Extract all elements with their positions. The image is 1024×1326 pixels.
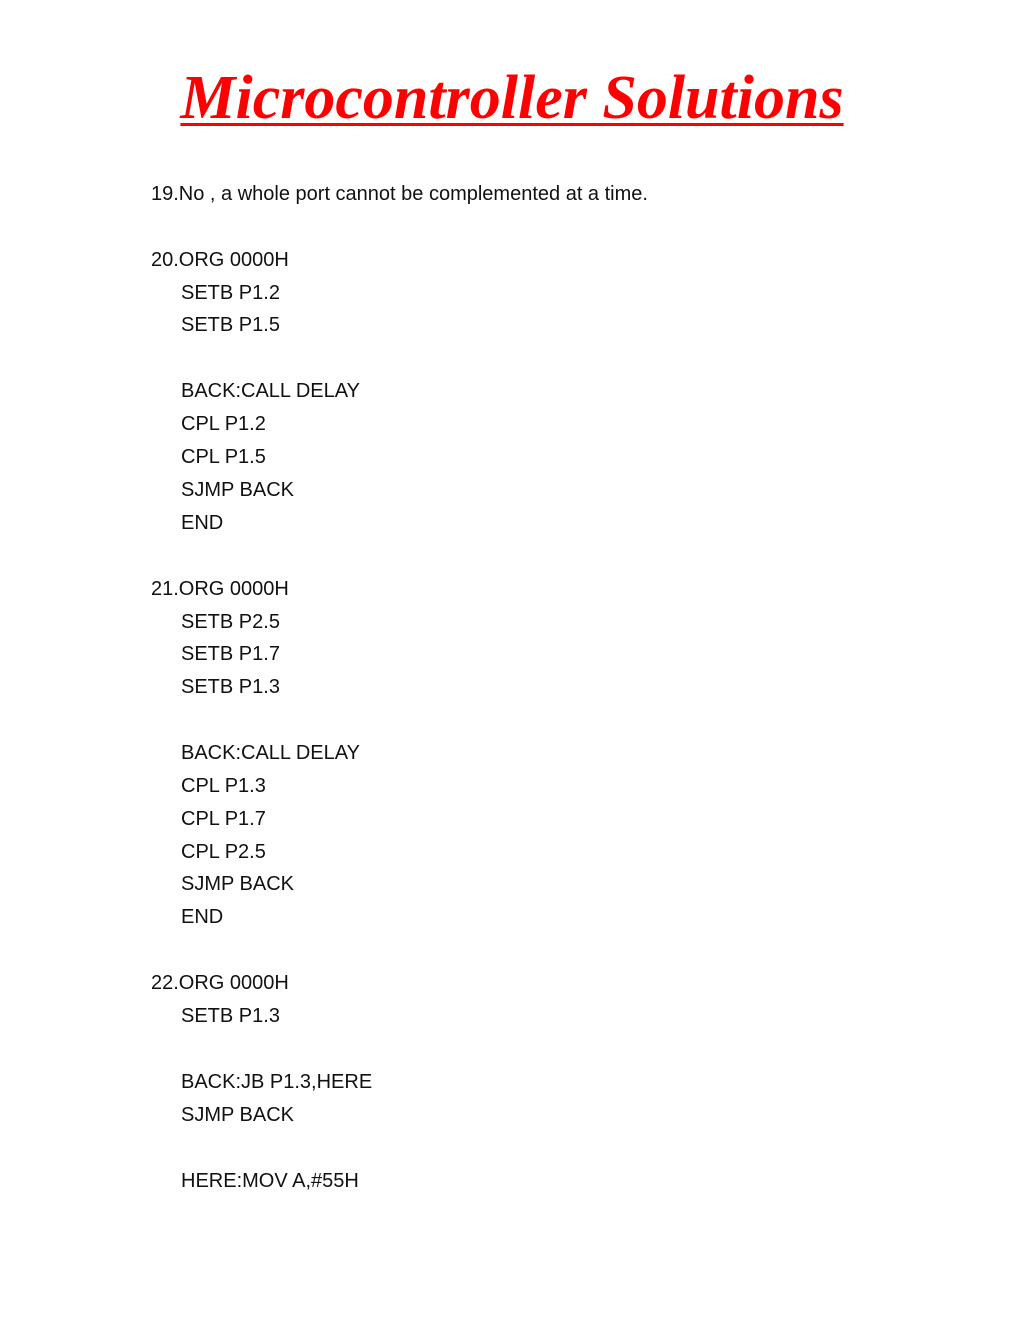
answer-20-code-line: END: [181, 512, 224, 534]
answer-21-code-line: END: [181, 906, 224, 928]
answer-21-code-line: CPL P1.7: [181, 808, 266, 830]
answer-20-line-1: 20.ORG 0000H: [151, 249, 289, 271]
answer-21-code-line: SETB P1.7: [181, 643, 280, 665]
answer-21-code-line: CPL P2.5: [181, 841, 266, 863]
answer-22-code-line: SETB P1.3: [181, 1005, 280, 1027]
answer-20-code-line: SETB P1.5: [181, 314, 280, 336]
answer-21-code-line: SETB P1.3: [181, 676, 280, 698]
answer-20-code-line: CPL P1.2: [181, 413, 266, 435]
answer-21-code-line: SJMP BACK: [181, 873, 294, 895]
answer-21-code-line: BACK:CALL DELAY: [181, 742, 360, 764]
answer-21-code-line: SETB P2.5: [181, 611, 280, 633]
page-title: Microcontroller Solutions: [180, 64, 844, 132]
answer-20-code-line: SJMP BACK: [181, 479, 294, 501]
answer-20-code-line: SETB P1.2: [181, 282, 280, 304]
answer-21-code-line: CPL P1.3: [181, 775, 266, 797]
answer-22-line-1: 22.ORG 0000H: [151, 972, 289, 994]
answer-22-code-line: HERE:MOV A,#55H: [181, 1170, 359, 1192]
answer-19: 19.No , a whole port cannot be complemented at a time.: [151, 183, 648, 205]
answer-21-line-1: 21.ORG 0000H: [151, 578, 289, 600]
answer-22-code-line: SJMP BACK: [181, 1104, 294, 1126]
answer-22-code-line: BACK:JB P1.3,HERE: [181, 1071, 373, 1093]
answer-20-code-line: BACK:CALL DELAY: [181, 380, 360, 402]
answer-20-code-line: CPL P1.5: [181, 446, 266, 468]
